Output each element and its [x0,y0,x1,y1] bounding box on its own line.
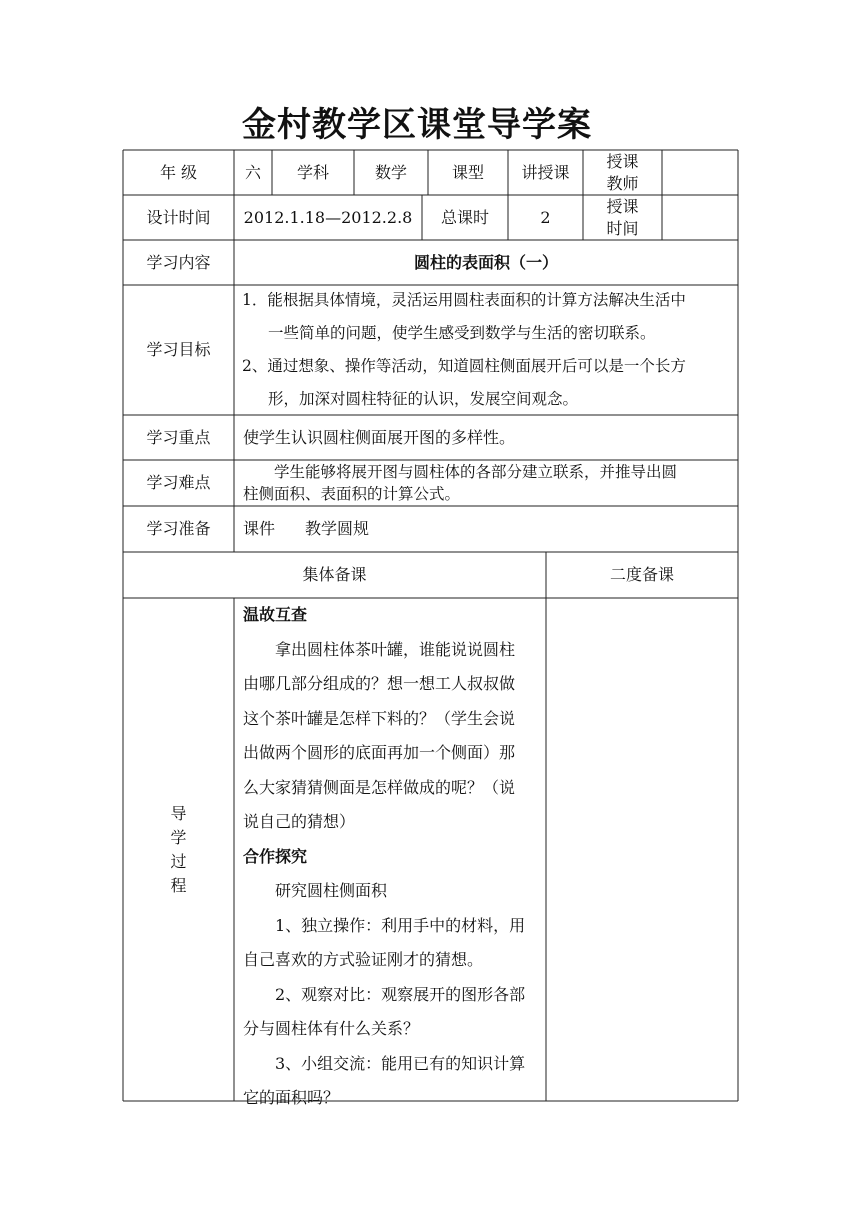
total-hours-label: 总课时 [440,207,489,227]
design-time-value: 2012.1.18—2012.2.8 [243,207,413,227]
step-1-line-2: 自己喜欢的方式验证刚才的猜想。 [243,950,484,969]
key-point-label: 学习重点 [146,427,211,447]
class-time-value [662,195,738,240]
review-line: 说自己的猜想） [243,812,356,831]
difficulty-label: 学习难点 [146,473,211,492]
goals-label: 学习目标 [146,340,211,359]
teacher-label [583,150,662,195]
goals-list [242,284,734,416]
step-2-line-1: 2、观察对比：观察展开的图形各部 [275,984,526,1004]
review-line: 由哪几部分组成的？想一想工人叔叔做 [243,674,516,693]
explore-intro: 研究圆柱侧面积 [275,881,388,900]
difficulty-value [243,461,735,505]
type-value: 讲授课 [521,162,570,182]
teacher-value [662,150,738,195]
review-line: 么大家猜猜侧面是怎样做成的呢？（说 [243,777,516,797]
process-label-char: 过 [170,851,187,871]
process-label [123,598,234,1101]
step-3-line-2: 它的面积吗？ [243,1088,340,1107]
design-time-label: 设计时间 [146,207,211,227]
review-line: 这个茶叶罐是怎样下料的？（学生会说 [243,708,516,728]
goal-2-line-2: 形，加深对圆柱特征的认识，发展空间观念。 [268,390,579,408]
review-line: 拿出圆柱体茶叶罐，谁能说说圆柱 [275,639,516,659]
goal-1-line-2: 一些简单的问题，使学生感受到数学与生活的密切联系。 [268,324,656,342]
review-line: 出做两个圆形的底面再加一个侧面）那 [243,743,516,762]
second-prep-header: 二度备课 [609,565,674,584]
preparation-item-compass: 教学圆规 [305,519,370,538]
preparation-label: 学习准备 [146,519,211,538]
content-label: 学习内容 [146,252,211,272]
preparation-item-courseware: 课件 [243,519,276,538]
collective-prep-header: 集体备课 [302,565,367,584]
second-prep-cell [546,598,738,1101]
process-content [243,598,541,1116]
class-time-label-line2: 时间 [606,218,639,238]
preparation-value [243,506,733,552]
subject-label: 学科 [296,162,329,182]
step-2-line-2: 分与圆柱体有什么关系？ [243,1019,420,1038]
class-time-label-line1: 授课 [606,196,639,216]
step-3-line-1: 3、小组交流：能用已有的知识计算 [275,1053,526,1073]
difficulty-line-1: 学生能够将展开图与圆柱体的各部分建立联系，并推导出圆 [274,463,678,481]
total-hours-value: 2 [540,207,551,227]
difficulty-line-2: 柱侧面积、表面积的计算公式。 [243,485,461,503]
subject-value: 数学 [374,162,407,182]
content-value: 圆柱的表面积（一） [413,252,558,272]
page-title: 金村教学区课堂导学案 [242,105,592,145]
key-point-value: 使学生认识圆柱侧面展开图的多样性。 [243,427,516,447]
process-label-char: 导 [170,803,187,823]
explore-heading: 合作探究 [243,846,308,866]
step-1-line-1: 1、独立操作：利用手中的材料，用 [275,915,526,935]
grade-value: 六 [244,162,261,182]
process-label-char: 程 [170,875,187,895]
type-label: 课型 [451,162,484,182]
class-time-label [583,195,662,240]
review-heading: 温故互查 [243,605,308,624]
goal-2-line-1: 2、通过想象、操作等活动，知道圆柱侧面展开后可以是一个长方 [242,357,686,375]
process-label-char: 学 [170,827,187,847]
grade-label: 年 级 [159,162,198,182]
teacher-label-line1: 授课 [606,151,639,171]
teacher-label-line2: 教师 [606,173,639,193]
goal-1-line-1: 1．能根据具体情境，灵活运用圆柱表面积的计算方法解决生活中 [242,291,686,309]
